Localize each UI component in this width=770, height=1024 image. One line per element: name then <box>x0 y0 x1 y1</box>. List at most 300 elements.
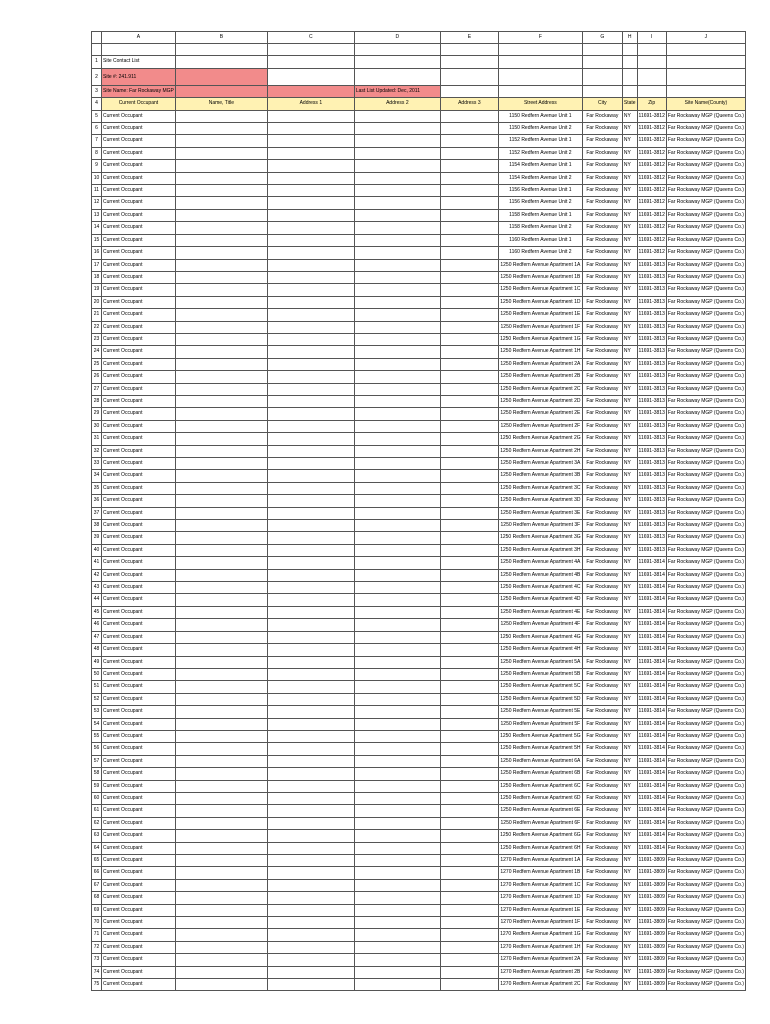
row-number[interactable]: 3 <box>92 85 102 97</box>
cell[interactable]: Zip <box>637 98 666 110</box>
cell[interactable] <box>175 743 267 755</box>
cell[interactable]: Far Rockaway <box>582 718 622 730</box>
cell[interactable]: Current Occupant <box>102 259 176 271</box>
cell[interactable]: NY <box>622 247 637 259</box>
cell[interactable]: 11691-3813 <box>637 532 666 544</box>
cell[interactable]: 1250 Redfern Avenue Apartment 6C <box>498 780 582 792</box>
cell[interactable] <box>175 222 267 234</box>
cell[interactable] <box>175 730 267 742</box>
row-number[interactable]: 1 <box>92 56 102 68</box>
cell[interactable] <box>175 817 267 829</box>
cell[interactable] <box>440 482 498 494</box>
cell[interactable] <box>666 56 745 68</box>
cell[interactable]: Far Rockaway MGP (Queens Co.) <box>666 507 745 519</box>
cell[interactable] <box>440 333 498 345</box>
cell[interactable] <box>440 147 498 159</box>
cell[interactable]: 1250 Redfern Avenue Apartment 2D <box>498 395 582 407</box>
cell[interactable] <box>440 830 498 842</box>
cell[interactable] <box>440 247 498 259</box>
row-number[interactable]: 42 <box>92 569 102 581</box>
cell[interactable] <box>440 768 498 780</box>
cell[interactable]: 11691-3809 <box>637 879 666 891</box>
cell[interactable]: 1250 Redfern Avenue Apartment 1F <box>498 321 582 333</box>
cell[interactable] <box>440 582 498 594</box>
cell[interactable] <box>267 892 354 904</box>
cell[interactable] <box>175 569 267 581</box>
cell[interactable]: Current Occupant <box>102 904 176 916</box>
cell[interactable]: 11691-3814 <box>637 681 666 693</box>
cell[interactable] <box>498 56 582 68</box>
cell[interactable]: 11691-3809 <box>637 954 666 966</box>
cell[interactable] <box>175 619 267 631</box>
cell[interactable] <box>354 706 440 718</box>
cell[interactable] <box>175 718 267 730</box>
cell[interactable]: Far Rockaway <box>582 123 622 135</box>
cell[interactable]: 11691-3813 <box>637 408 666 420</box>
cell[interactable] <box>354 929 440 941</box>
cell[interactable]: 11691-3813 <box>637 495 666 507</box>
cell[interactable]: Far Rockaway MGP (Queens Co.) <box>666 520 745 532</box>
cell[interactable] <box>267 247 354 259</box>
row-number[interactable]: 50 <box>92 668 102 680</box>
cell[interactable]: 1250 Redfern Avenue Apartment 2B <box>498 371 582 383</box>
cell[interactable] <box>267 110 354 122</box>
cell[interactable] <box>622 56 637 68</box>
cell[interactable]: 11691-3813 <box>637 420 666 432</box>
cell[interactable] <box>175 954 267 966</box>
cell[interactable]: Current Occupant <box>102 123 176 135</box>
cell[interactable]: 11691-3809 <box>637 941 666 953</box>
cell[interactable] <box>354 656 440 668</box>
cell[interactable] <box>582 68 622 85</box>
cell[interactable]: Current Occupant <box>102 557 176 569</box>
cell[interactable]: Current Occupant <box>102 805 176 817</box>
cell[interactable]: Current Occupant <box>102 693 176 705</box>
cell[interactable]: NY <box>622 954 637 966</box>
cell[interactable] <box>267 470 354 482</box>
cell[interactable]: 11691-3814 <box>637 730 666 742</box>
cell[interactable]: Far Rockaway MGP (Queens Co.) <box>666 371 745 383</box>
corner-cell[interactable] <box>92 32 102 44</box>
cell[interactable] <box>175 197 267 209</box>
cell[interactable]: NY <box>622 185 637 197</box>
cell[interactable] <box>175 445 267 457</box>
cell[interactable] <box>354 123 440 135</box>
cell[interactable] <box>175 904 267 916</box>
cell[interactable]: Far Rockaway MGP (Queens Co.) <box>666 135 745 147</box>
cell[interactable] <box>354 495 440 507</box>
cell[interactable] <box>267 346 354 358</box>
cell[interactable]: Far Rockaway <box>582 780 622 792</box>
cell[interactable]: 11691-3814 <box>637 569 666 581</box>
cell[interactable] <box>354 185 440 197</box>
cell[interactable]: 11691-3814 <box>637 817 666 829</box>
cell[interactable]: 11691-3812 <box>637 172 666 184</box>
cell[interactable]: Far Rockaway MGP (Queens Co.) <box>666 693 745 705</box>
cell[interactable] <box>175 433 267 445</box>
cell[interactable]: 11691-3812 <box>637 185 666 197</box>
cell[interactable] <box>175 792 267 804</box>
cell[interactable] <box>267 805 354 817</box>
cell[interactable] <box>440 110 498 122</box>
cell[interactable]: Far Rockaway <box>582 668 622 680</box>
cell[interactable] <box>622 85 637 97</box>
cell[interactable] <box>267 259 354 271</box>
cell[interactable] <box>440 296 498 308</box>
cell[interactable] <box>267 594 354 606</box>
cell[interactable] <box>175 135 267 147</box>
cell[interactable]: Far Rockaway <box>582 445 622 457</box>
cell[interactable]: 1270 Redfern Avenue Apartment 2B <box>498 966 582 978</box>
cell[interactable]: NY <box>622 867 637 879</box>
cell[interactable]: Far Rockaway <box>582 271 622 283</box>
row-number[interactable]: 58 <box>92 768 102 780</box>
cell[interactable] <box>267 842 354 854</box>
cell[interactable] <box>354 842 440 854</box>
cell[interactable]: Far Rockaway MGP (Queens Co.) <box>666 966 745 978</box>
cell[interactable]: Far Rockaway MGP (Queens Co.) <box>666 730 745 742</box>
cell[interactable] <box>175 371 267 383</box>
cell[interactable] <box>354 805 440 817</box>
cell[interactable] <box>175 544 267 556</box>
cell[interactable] <box>175 979 267 991</box>
cell[interactable] <box>440 160 498 172</box>
cell[interactable] <box>440 544 498 556</box>
cell[interactable]: 11691-3812 <box>637 110 666 122</box>
cell[interactable] <box>175 855 267 867</box>
cell[interactable]: Current Occupant <box>102 743 176 755</box>
cell[interactable]: NY <box>622 135 637 147</box>
cell[interactable] <box>440 954 498 966</box>
cell[interactable] <box>267 817 354 829</box>
cell[interactable]: Far Rockaway <box>582 879 622 891</box>
cell[interactable] <box>175 606 267 618</box>
cell[interactable] <box>354 544 440 556</box>
cell[interactable] <box>440 594 498 606</box>
cell[interactable]: 11691-3814 <box>637 706 666 718</box>
cell[interactable]: Current Occupant <box>102 619 176 631</box>
cell[interactable]: NY <box>622 668 637 680</box>
cell[interactable]: Current Occupant <box>102 979 176 991</box>
cell[interactable]: 11691-3814 <box>637 644 666 656</box>
cell[interactable]: Far Rockaway <box>582 520 622 532</box>
cell[interactable] <box>175 892 267 904</box>
cell[interactable] <box>175 408 267 420</box>
cell[interactable] <box>267 706 354 718</box>
cell[interactable]: Far Rockaway MGP (Queens Co.) <box>666 209 745 221</box>
cell[interactable] <box>267 160 354 172</box>
cell[interactable]: Current Occupant <box>102 197 176 209</box>
column-header-i[interactable]: I <box>637 32 666 44</box>
cell[interactable]: NY <box>622 172 637 184</box>
row-number[interactable]: 53 <box>92 706 102 718</box>
cell[interactable]: 1150 Redfern Avenue Unit 2 <box>498 123 582 135</box>
cell[interactable] <box>175 172 267 184</box>
blank-cell[interactable] <box>666 44 745 56</box>
cell[interactable]: Far Rockaway MGP (Queens Co.) <box>666 706 745 718</box>
cell[interactable]: Far Rockaway MGP (Queens Co.) <box>666 284 745 296</box>
cell[interactable] <box>440 730 498 742</box>
cell[interactable]: Far Rockaway MGP (Queens Co.) <box>666 941 745 953</box>
cell[interactable] <box>354 941 440 953</box>
cell[interactable]: 1250 Redfern Avenue Apartment 6E <box>498 805 582 817</box>
cell[interactable]: 1270 Redfern Avenue Apartment 1F <box>498 917 582 929</box>
cell[interactable]: Street Address <box>498 98 582 110</box>
cell[interactable]: Far Rockaway MGP (Queens Co.) <box>666 495 745 507</box>
cell[interactable]: Site Name: Far Rockaway MGP <box>102 85 176 97</box>
cell[interactable] <box>354 681 440 693</box>
cell[interactable] <box>354 321 440 333</box>
row-number[interactable]: 54 <box>92 718 102 730</box>
cell[interactable]: Far Rockaway <box>582 792 622 804</box>
cell[interactable]: Far Rockaway <box>582 904 622 916</box>
cell[interactable]: Current Occupant <box>102 668 176 680</box>
cell[interactable]: Far Rockaway <box>582 470 622 482</box>
row-number[interactable]: 48 <box>92 644 102 656</box>
cell[interactable]: Far Rockaway <box>582 110 622 122</box>
cell[interactable]: 1250 Redfern Avenue Apartment 3D <box>498 495 582 507</box>
cell[interactable]: Current Occupant <box>102 333 176 345</box>
cell[interactable] <box>440 420 498 432</box>
cell[interactable] <box>267 730 354 742</box>
cell[interactable]: Current Occupant <box>102 420 176 432</box>
cell[interactable] <box>267 929 354 941</box>
cell[interactable] <box>440 234 498 246</box>
cell[interactable] <box>267 917 354 929</box>
cell[interactable]: Current Occupant <box>102 247 176 259</box>
cell[interactable]: 11691-3809 <box>637 966 666 978</box>
row-number[interactable]: 13 <box>92 209 102 221</box>
cell[interactable]: NY <box>622 718 637 730</box>
cell[interactable]: 11691-3812 <box>637 160 666 172</box>
cell[interactable]: 11691-3813 <box>637 470 666 482</box>
cell[interactable]: 11691-3813 <box>637 445 666 457</box>
cell[interactable] <box>267 482 354 494</box>
cell[interactable] <box>267 333 354 345</box>
cell[interactable]: Far Rockaway MGP (Queens Co.) <box>666 147 745 159</box>
cell[interactable]: 1270 Redfern Avenue Apartment 1B <box>498 867 582 879</box>
cell[interactable]: Far Rockaway <box>582 730 622 742</box>
cell[interactable]: 11691-3813 <box>637 383 666 395</box>
cell[interactable]: NY <box>622 482 637 494</box>
cell[interactable]: Far Rockaway <box>582 433 622 445</box>
row-number[interactable]: 71 <box>92 929 102 941</box>
cell[interactable] <box>267 197 354 209</box>
cell[interactable]: NY <box>622 147 637 159</box>
cell[interactable]: Far Rockaway MGP (Queens Co.) <box>666 234 745 246</box>
row-number[interactable]: 47 <box>92 631 102 643</box>
row-number[interactable]: 43 <box>92 582 102 594</box>
row-number[interactable]: 40 <box>92 544 102 556</box>
cell[interactable]: Current Occupant <box>102 346 176 358</box>
cell[interactable]: Far Rockaway MGP (Queens Co.) <box>666 544 745 556</box>
cell[interactable]: Far Rockaway MGP (Queens Co.) <box>666 420 745 432</box>
cell[interactable] <box>354 966 440 978</box>
row-number[interactable]: 14 <box>92 222 102 234</box>
cell[interactable]: Far Rockaway <box>582 358 622 370</box>
cell[interactable]: Far Rockaway <box>582 172 622 184</box>
cell[interactable] <box>440 879 498 891</box>
cell[interactable] <box>267 693 354 705</box>
cell[interactable]: 1250 Redfern Avenue Apartment 6B <box>498 768 582 780</box>
cell[interactable] <box>267 792 354 804</box>
cell[interactable]: Far Rockaway MGP (Queens Co.) <box>666 346 745 358</box>
cell[interactable]: Far Rockaway MGP (Queens Co.) <box>666 668 745 680</box>
cell[interactable] <box>354 619 440 631</box>
cell[interactable]: Far Rockaway MGP (Queens Co.) <box>666 855 745 867</box>
cell[interactable]: 11691-3813 <box>637 284 666 296</box>
cell[interactable]: 11691-3812 <box>637 209 666 221</box>
cell[interactable]: 11691-3814 <box>637 582 666 594</box>
cell[interactable]: 11691-3813 <box>637 309 666 321</box>
cell[interactable]: Far Rockaway MGP (Queens Co.) <box>666 222 745 234</box>
cell[interactable]: Far Rockaway MGP (Queens Co.) <box>666 780 745 792</box>
cell[interactable] <box>354 879 440 891</box>
cell[interactable] <box>267 520 354 532</box>
cell[interactable]: Address 2 <box>354 98 440 110</box>
cell[interactable] <box>354 582 440 594</box>
blank-cell[interactable] <box>267 44 354 56</box>
cell[interactable]: Far Rockaway MGP (Queens Co.) <box>666 606 745 618</box>
cell[interactable]: NY <box>622 284 637 296</box>
cell[interactable]: Current Occupant <box>102 383 176 395</box>
cell[interactable] <box>175 68 267 85</box>
cell[interactable] <box>440 408 498 420</box>
cell[interactable]: NY <box>622 792 637 804</box>
cell[interactable] <box>354 458 440 470</box>
cell[interactable] <box>267 867 354 879</box>
cell[interactable] <box>267 780 354 792</box>
cell[interactable]: NY <box>622 532 637 544</box>
cell[interactable] <box>175 185 267 197</box>
cell[interactable]: Current Occupant <box>102 917 176 929</box>
cell[interactable]: 11691-3812 <box>637 234 666 246</box>
cell[interactable] <box>354 296 440 308</box>
cell[interactable] <box>175 209 267 221</box>
cell[interactable] <box>354 644 440 656</box>
cell[interactable]: 1250 Redfern Avenue Apartment 3B <box>498 470 582 482</box>
cell[interactable] <box>267 569 354 581</box>
cell[interactable]: 1250 Redfern Avenue Apartment 3H <box>498 544 582 556</box>
cell[interactable] <box>440 681 498 693</box>
cell[interactable]: 1250 Redfern Avenue Apartment 1B <box>498 271 582 283</box>
cell[interactable]: 11691-3812 <box>637 197 666 209</box>
cell[interactable]: Site Contact List <box>102 56 176 68</box>
cell[interactable] <box>175 420 267 432</box>
cell[interactable] <box>267 979 354 991</box>
cell[interactable]: Far Rockaway MGP (Queens Co.) <box>666 904 745 916</box>
cell[interactable] <box>354 892 440 904</box>
cell[interactable] <box>440 433 498 445</box>
cell[interactable]: Far Rockaway MGP (Queens Co.) <box>666 557 745 569</box>
cell[interactable] <box>440 606 498 618</box>
cell[interactable] <box>267 544 354 556</box>
cell[interactable] <box>440 395 498 407</box>
cell[interactable]: 11691-3813 <box>637 433 666 445</box>
cell[interactable]: Current Occupant <box>102 879 176 891</box>
cell[interactable] <box>440 321 498 333</box>
cell[interactable]: 1250 Redfern Avenue Apartment 2E <box>498 408 582 420</box>
row-number[interactable]: 52 <box>92 693 102 705</box>
cell[interactable]: Far Rockaway <box>582 147 622 159</box>
cell[interactable] <box>582 56 622 68</box>
cell[interactable] <box>440 817 498 829</box>
cell[interactable]: 1250 Redfern Avenue Apartment 6F <box>498 817 582 829</box>
cell[interactable]: 1270 Redfern Avenue Apartment 2C <box>498 979 582 991</box>
cell[interactable]: Current Occupant <box>102 569 176 581</box>
cell[interactable]: 1150 Redfern Avenue Unit 1 <box>498 110 582 122</box>
cell[interactable]: Far Rockaway MGP (Queens Co.) <box>666 321 745 333</box>
cell[interactable] <box>267 209 354 221</box>
cell[interactable]: 11691-3809 <box>637 979 666 991</box>
cell[interactable] <box>175 867 267 879</box>
cell[interactable]: 11691-3814 <box>637 606 666 618</box>
cell[interactable]: Current Occupant <box>102 234 176 246</box>
cell[interactable] <box>354 172 440 184</box>
cell[interactable]: NY <box>622 780 637 792</box>
cell[interactable]: Far Rockaway <box>582 135 622 147</box>
cell[interactable]: Current Occupant <box>102 792 176 804</box>
cell[interactable]: Current Occupant <box>102 271 176 283</box>
cell[interactable]: Far Rockaway MGP (Queens Co.) <box>666 805 745 817</box>
cell[interactable]: NY <box>622 309 637 321</box>
cell[interactable]: Address 1 <box>267 98 354 110</box>
cell[interactable]: 1250 Redfern Avenue Apartment 3G <box>498 532 582 544</box>
blank-cell[interactable] <box>440 44 498 56</box>
cell[interactable]: Last List Updated: Dec, 2011 <box>354 85 440 97</box>
column-header-g[interactable]: G <box>582 32 622 44</box>
cell[interactable]: Current Occupant <box>102 445 176 457</box>
cell[interactable]: Current Occupant <box>102 371 176 383</box>
cell[interactable]: 11691-3813 <box>637 507 666 519</box>
cell[interactable] <box>440 85 498 97</box>
cell[interactable] <box>354 855 440 867</box>
cell[interactable] <box>267 68 354 85</box>
cell[interactable]: Far Rockaway MGP (Queens Co.) <box>666 383 745 395</box>
cell[interactable] <box>354 135 440 147</box>
cell[interactable]: Far Rockaway MGP (Queens Co.) <box>666 768 745 780</box>
cell[interactable]: Far Rockaway MGP (Queens Co.) <box>666 917 745 929</box>
cell[interactable] <box>354 408 440 420</box>
cell[interactable]: Current Occupant <box>102 495 176 507</box>
cell[interactable] <box>354 346 440 358</box>
cell[interactable]: Current Occupant <box>102 892 176 904</box>
cell[interactable]: Far Rockaway MGP (Queens Co.) <box>666 979 745 991</box>
cell[interactable]: Current Occupant <box>102 482 176 494</box>
cell[interactable]: Far Rockaway MGP (Queens Co.) <box>666 296 745 308</box>
row-number[interactable]: 67 <box>92 879 102 891</box>
column-header-c[interactable]: C <box>267 32 354 44</box>
cell[interactable]: NY <box>622 333 637 345</box>
cell[interactable]: Current Occupant <box>102 780 176 792</box>
cell[interactable]: Current Occupant <box>102 309 176 321</box>
cell[interactable]: 11691-3814 <box>637 792 666 804</box>
cell[interactable]: Far Rockaway <box>582 855 622 867</box>
cell[interactable]: NY <box>622 619 637 631</box>
row-number[interactable]: 63 <box>92 830 102 842</box>
cell[interactable]: 1270 Redfern Avenue Apartment 1E <box>498 904 582 916</box>
cell[interactable] <box>354 668 440 680</box>
cell[interactable]: Far Rockaway <box>582 594 622 606</box>
row-number[interactable]: 23 <box>92 333 102 345</box>
cell[interactable] <box>267 619 354 631</box>
cell[interactable] <box>175 85 267 97</box>
cell[interactable] <box>440 904 498 916</box>
column-header-e[interactable]: E <box>440 32 498 44</box>
cell[interactable]: Far Rockaway <box>582 284 622 296</box>
row-number[interactable]: 33 <box>92 458 102 470</box>
cell[interactable]: 1250 Redfern Avenue Apartment 5G <box>498 730 582 742</box>
